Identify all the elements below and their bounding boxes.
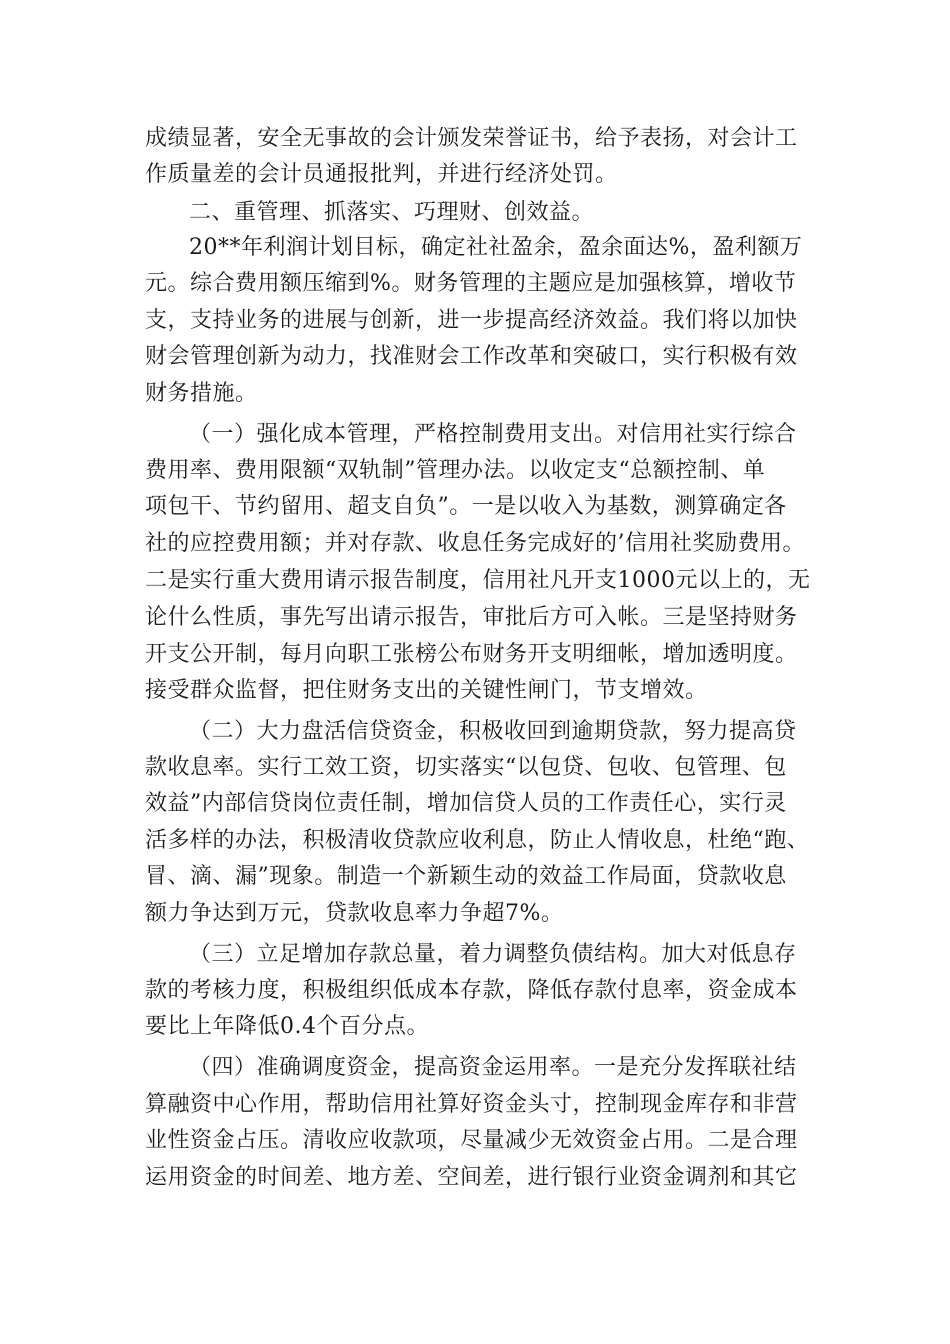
text-line: 运用资金的时间差、地方差、空间差，进行银行业资金调剂和其它 bbox=[145, 1165, 798, 1190]
text-line: 款收息率。实行工效工资，切实落实“以包贷、包收、包管理、包 bbox=[145, 755, 787, 780]
text-line: 费用率、费用限额“双轨制”管理办法。以收定支“总额控制、单 bbox=[145, 458, 766, 483]
text-line: 效益”内部信贷岗位责任制，增加信贷人员的工作责任心，实行灵 bbox=[145, 791, 787, 816]
text-line: 20**年利润计划目标，确定社社盈余，盈余面达%，盈利额万 bbox=[189, 235, 803, 260]
text-line: 接受群众监督，把住财务支出的关键性闸门，节支增效。 bbox=[145, 678, 708, 703]
text-line: 作质量差的会计员通报批判，并进行经济处罚。 bbox=[145, 162, 618, 187]
text-line: 算融资中心作用，帮助信用社算好资金头寸，控制现金库存和非营 bbox=[145, 1092, 798, 1117]
text-line: 支，支持业务的进展与创新，进一步提高经济效益。我们将以加快 bbox=[145, 308, 798, 333]
text-line: 活多样的办法，积极清收贷款应收利息，防止人情收息，杜绝“跑、 bbox=[145, 828, 810, 853]
text-line: 财务措施。 bbox=[145, 381, 258, 406]
text-line: 业性资金占压。清收应收款项，尽量减少无效资金占用。二是合理 bbox=[145, 1128, 798, 1153]
text-line: （二）大力盘活信贷资金，积极收回到逾期贷款，努力提高贷 bbox=[189, 719, 797, 744]
text-line: 元。综合费用额压缩到%。财务管理的主题应是加强核算，增收节 bbox=[145, 271, 797, 296]
text-line: 二是实行重大费用请示报告制度，信用社凡开支1000元以上的，无 bbox=[145, 568, 811, 593]
text-line: （四）准确调度资金，提高资金运用率。一是充分发挥联社结 bbox=[189, 1055, 797, 1080]
text-line: 冒、滴、漏”现象。制造一个新颖生动的效益工作局面，贷款收息 bbox=[145, 864, 787, 889]
text-line: 款的考核力度，积极组织低成本存款，降低存款付息率，资金成本 bbox=[145, 978, 798, 1003]
text-line: 开支公开制，每月向职工张榜公布财务开支明细帐，增加透明度。 bbox=[145, 642, 798, 667]
text-line: （一）强化成本管理，严格控制费用支出。对信用社实行综合 bbox=[189, 422, 797, 447]
section-heading: 二、重管理、抓落实、巧理财、创效益。 bbox=[189, 200, 595, 225]
text-line: 论什么性质，事先写出请示报告，审批后方可入帐。三是坚持财务 bbox=[145, 605, 798, 630]
text-line: 项包干、节约留用、超支自负”。一是以收入为基数，测算确定各 bbox=[145, 494, 787, 519]
text-line: 成绩显著，安全无事故的会计颁发荣誉证书，给予表扬，对会计工 bbox=[145, 126, 798, 151]
text-line: 额力争达到万元，贷款收息率力争超7%。 bbox=[145, 901, 564, 926]
text-line: （三）立足增加存款总量，着力调整负债结构。加大对低息存 bbox=[189, 942, 797, 967]
text-line: 财会管理创新为动力，找准财会工作改革和突破口，实行积极有效 bbox=[145, 344, 798, 369]
text-line: 要比上年降低0.4个百分点。 bbox=[145, 1014, 429, 1039]
text-line: 社的应控费用额；并对存款、收息任务完成好的’信用社奖励费用。 bbox=[145, 531, 805, 556]
